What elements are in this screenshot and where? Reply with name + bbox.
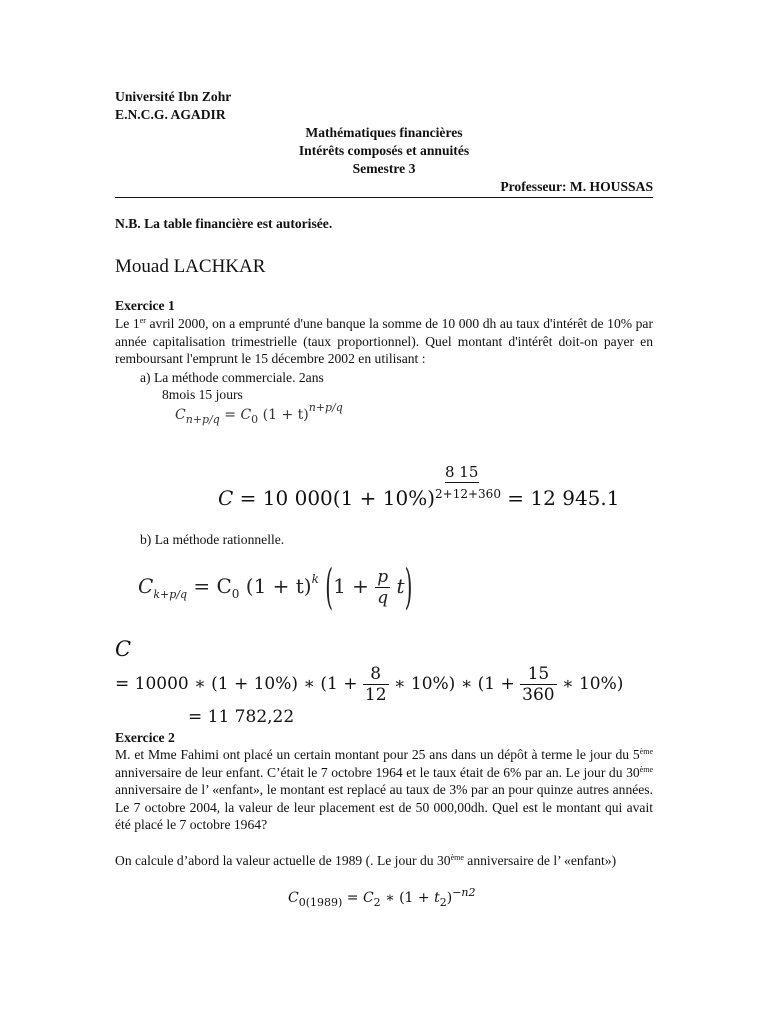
calc-b-equation: = 10000 ∗ (1 + 10%) ∗ (1 + $\frac{8}{12}$ ∗ 10%) ∗ (1 + $\frac{15}{360}$ ∗ 10%): [115, 664, 624, 705]
exercise-2-formula: $C_{0(1989)} = C_2$ ∗ $(1 + t_2)^{-n2}$: [288, 886, 476, 909]
calc-a-fraction-bar: [445, 482, 479, 483]
course-title: Mathématiques financières: [305, 125, 463, 140]
formula-rational: $C_{k+p/q} = C_0$ $(1 + t)^k$ (1 + $\frac{p}{q}$ t): [138, 557, 413, 615]
exercise-1-statement: Le 1er avril 2000, on a emprunté d'une banque la somme de 10 000 dh au taux d'intérêt de 10% par année capitalisation trimestrielle (taux proportionnel). Quel montant d'intérêt doit-on payer en remboursant l'emprunt le 15 décembre 2002 en utilisant :: [115, 316, 653, 366]
professor-label: Professeur: M. HOUSSAS: [500, 179, 653, 194]
calc-a-equation: C = 10 $000(1 + 10\%)^{2+12+360} = 12$ 945.1: [218, 486, 620, 510]
item-a-detail: 8mois 15 jours: [162, 387, 243, 402]
semester-label: Semestre 3: [352, 161, 416, 176]
exercise-2-statement: M. et Mme Fahimi ont placé un certain montant pour 25 ans dans un dépôt à terme le jour du 5ème anniversaire de leur enfant. C’était le 7 octobre 1964 et le taux était de 6% par an. Le jour du 30ème anniversaire de l’ «enfant», le montant est replacé au taux de 3% par an pour quinze autres années. Le 7 octobre 2004, la valeur de leur placement est de 50 000,00dh. Quel est le montant qui avait été placé le 7 octobre 1964?: [115, 747, 653, 832]
topic-title: Intérêts composés et annuités: [298, 143, 470, 158]
note: N.B. La table financière est autorisée.: [115, 216, 333, 231]
exercise-2-title: Exercice 2: [115, 730, 175, 745]
university-name: Université Ibn Zohr: [115, 89, 232, 104]
calc-b-result: = 11 782,22: [188, 707, 295, 727]
student-name: Mouad LACHKAR: [115, 256, 266, 277]
exercise-2-solution-intro: On calcule d’abord la valeur actuelle de 1989 (. Le jour du 30ème anniversaire de l’ «enfant»): [115, 853, 617, 868]
exercise-1-title: Exercice 1: [115, 298, 175, 313]
item-b-label: b) La méthode rationnelle.: [140, 532, 285, 547]
calc-a-fraction-numerators: 8 15: [445, 463, 479, 481]
formula-commercial: $C_{n+p/q} = C_0$ $(1 + t)^{n+p/q}$: [175, 401, 343, 426]
header-divider: [115, 197, 653, 198]
school-name: E.N.C.G. AGADIR: [115, 107, 226, 122]
calc-b-symbol: C: [115, 637, 132, 661]
item-a-label: a) La méthode commerciale. 2ans: [140, 370, 324, 385]
